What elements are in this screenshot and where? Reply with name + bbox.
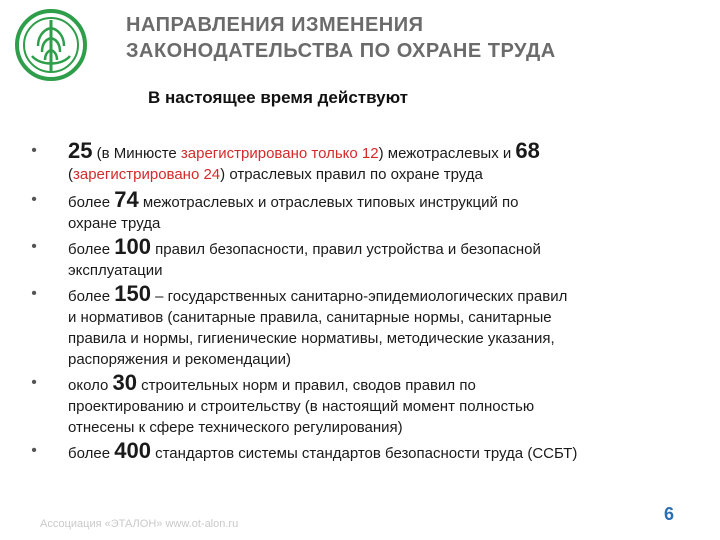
title-line-1: НАПРАВЛЕНИЯ ИЗМЕНЕНИЯ: [126, 14, 424, 36]
subtitle: В настоящее время действуют: [148, 88, 408, 107]
page-number: 6: [664, 504, 675, 524]
list-item: • более 150 – государственных санитарно-эпидемиологических правил и нормативов (санитарные правила, санитарные нормы, санитарные правила и нормы, гигиенические нормативы, методические указания, распоряжения и рекомендации): [28, 283, 700, 370]
list-item: • более 74 межотраслевых и отраслевых типовых инструкций по охране труда: [28, 189, 700, 234]
logo-emblem-icon: [14, 8, 88, 82]
list-item: • около 30 строительных норм и правил, сводов правил по проектированию и строительству (в настоящий момент полностью отнесены к сфере технического регулирования): [28, 372, 700, 438]
bullet-list: [28, 140, 700, 466]
footer-text: Ассоциация «ЭТАЛОН» www.ot-alon.ru: [40, 518, 239, 530]
bullet-icon: •: [31, 238, 37, 255]
bullet-icon: •: [31, 442, 37, 459]
bullet-icon: •: [31, 374, 37, 391]
bullet-icon: •: [31, 285, 37, 302]
bullet-icon: •: [31, 191, 37, 208]
list-item: • 25 (в Минюсте зарегистрировано только 12) межотраслевых и 68 (зарегистрировано 24) отраслевых правил по охране труда: [28, 140, 700, 185]
page-title: [126, 12, 706, 64]
list-item: • более 400 стандартов системы стандартов безопасности труда (ССБТ): [28, 440, 700, 464]
bullet-icon: •: [31, 142, 37, 159]
list-item: • более 100 правил безопасности, правил устройства и безопасной эксплуатации: [28, 236, 700, 281]
title-line-2: ЗАКОНОДАТЕЛЬСТВА ПО ОХРАНЕ ТРУДА: [126, 40, 556, 62]
